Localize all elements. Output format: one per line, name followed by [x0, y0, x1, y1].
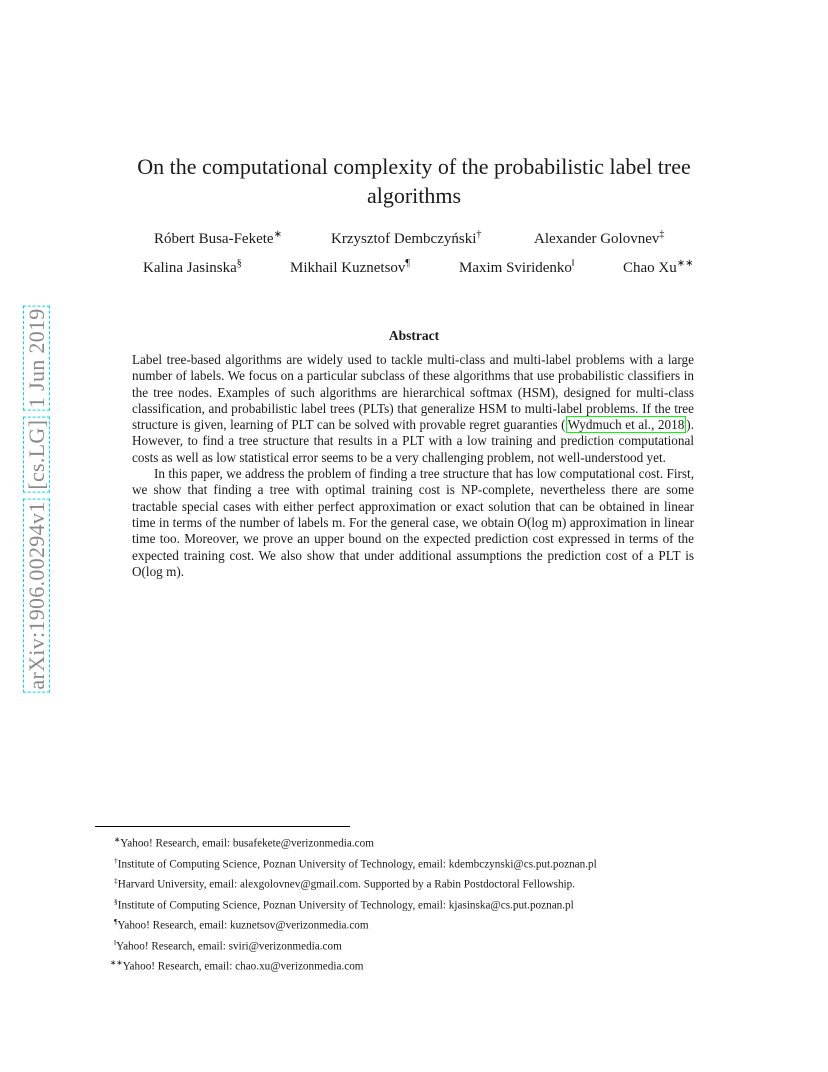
arxiv-date: 1 Jun 2019 [23, 305, 50, 411]
author-xu: Chao Xu∗∗ [623, 258, 694, 276]
author-footnote-mark[interactable]: ∗∗ [676, 258, 694, 269]
author-footnote-mark[interactable]: ¶ [405, 258, 410, 269]
abstract-heading: Abstract [388, 328, 440, 343]
footnote: ¶Yahoo! Research, email: kuznetsov@verizonmedia.com [114, 917, 369, 932]
arxiv-category-link[interactable]: [cs.LG] [23, 417, 50, 493]
author-footnote-mark[interactable]: § [236, 258, 242, 269]
citation-link[interactable]: Wydmuch et al., 2018 [567, 417, 685, 433]
footnote: §Institute of Computing Science, Poznan University of Technology, email: kjasinska@cs.put.poznan.pl [114, 896, 574, 912]
footnotes [110, 832, 730, 976]
footnote: ‖Yahoo! Research, email: sviri@verizonmedia.com [114, 937, 342, 953]
abstract-paragraph-1: Label tree-based algorithms are widely used to tackle multi-class and multi-label problems with a large number of labels. We focus on a particular subclass of these algorithms that use probabilistic classifiers in the tree nodes. Examples of such algorithms are hierarchical softmax (HSM), designed for multi-class classification, and probabilistic label trees (PLTs) that generalize HSM to multi-label problems. If the tree structure is given, learning of PLT can be solved with provable regret guaranties ( Wydmuch et al., 2018 ). However, to find a tree structure that results in a PLT with a low training and prediction computational costs as well as low statistical error seems to be a very challenging problem, not well-understood yet. [132, 352, 694, 465]
author-footnote-mark[interactable]: † [476, 229, 482, 240]
author-footnote-mark[interactable]: ‡ [659, 229, 665, 240]
footnote: ‡Harvard University, email: alexgolovnev@gmail.com. Supported by a Rabin Postdoctoral Fellowship. [114, 876, 576, 891]
footnote-divider [95, 826, 350, 827]
author-busa-fekete: Róbert Busa-Fekete∗ [154, 229, 282, 247]
footnote: ∗∗Yahoo! Research, email: chao.xu@verizonmedia.com [110, 958, 364, 973]
author-golovnev: Alexander Golovnev‡ [534, 229, 665, 247]
paper-title: On the computational complexity of the probabilistic label tree algorithms [137, 154, 691, 208]
author-footnote-mark[interactable]: ‖ [571, 258, 575, 269]
abstract-body [132, 352, 694, 580]
author-sviridenko: Maxim Sviridenko‖ [459, 258, 575, 276]
abstract-paragraph-2: In this paper, we address the problem of finding a tree structure that has low computational cost. First, we show that finding a tree with optimal training cost is NP-complete, nevertheless there are some tractable special cases with either perfect approximation or exact solution that can be obtained in linear time in terms of the number of labels m. For the general case, we obtain O(log m) approximation in linear time too. Moreover, we prove an upper bound on the expected prediction cost expressed in terms of the expected training cost. We also show that under additional assumptions the prediction cost of a PLT is O(log m). [132, 466, 694, 579]
arxiv-id-link[interactable]: arXiv:1906.00294v1 [23, 498, 50, 692]
arxiv-stamp-text [24, 305, 50, 692]
author-kuznetsov: Mikhail Kuznetsov¶ [290, 258, 410, 276]
footnote: ∗Yahoo! Research, email: busafekete@verizonmedia.com [114, 835, 374, 850]
author-jasinska: Kalina Jasinska§ [143, 258, 242, 276]
author-dembczynski: Krzysztof Dembczyński† [331, 229, 482, 247]
author-footnote-mark[interactable]: ∗ [273, 229, 282, 240]
footnote: †Institute of Computing Science, Poznan University of Technology, email: kdembczynski@cs.put.poznan.pl [114, 855, 597, 871]
